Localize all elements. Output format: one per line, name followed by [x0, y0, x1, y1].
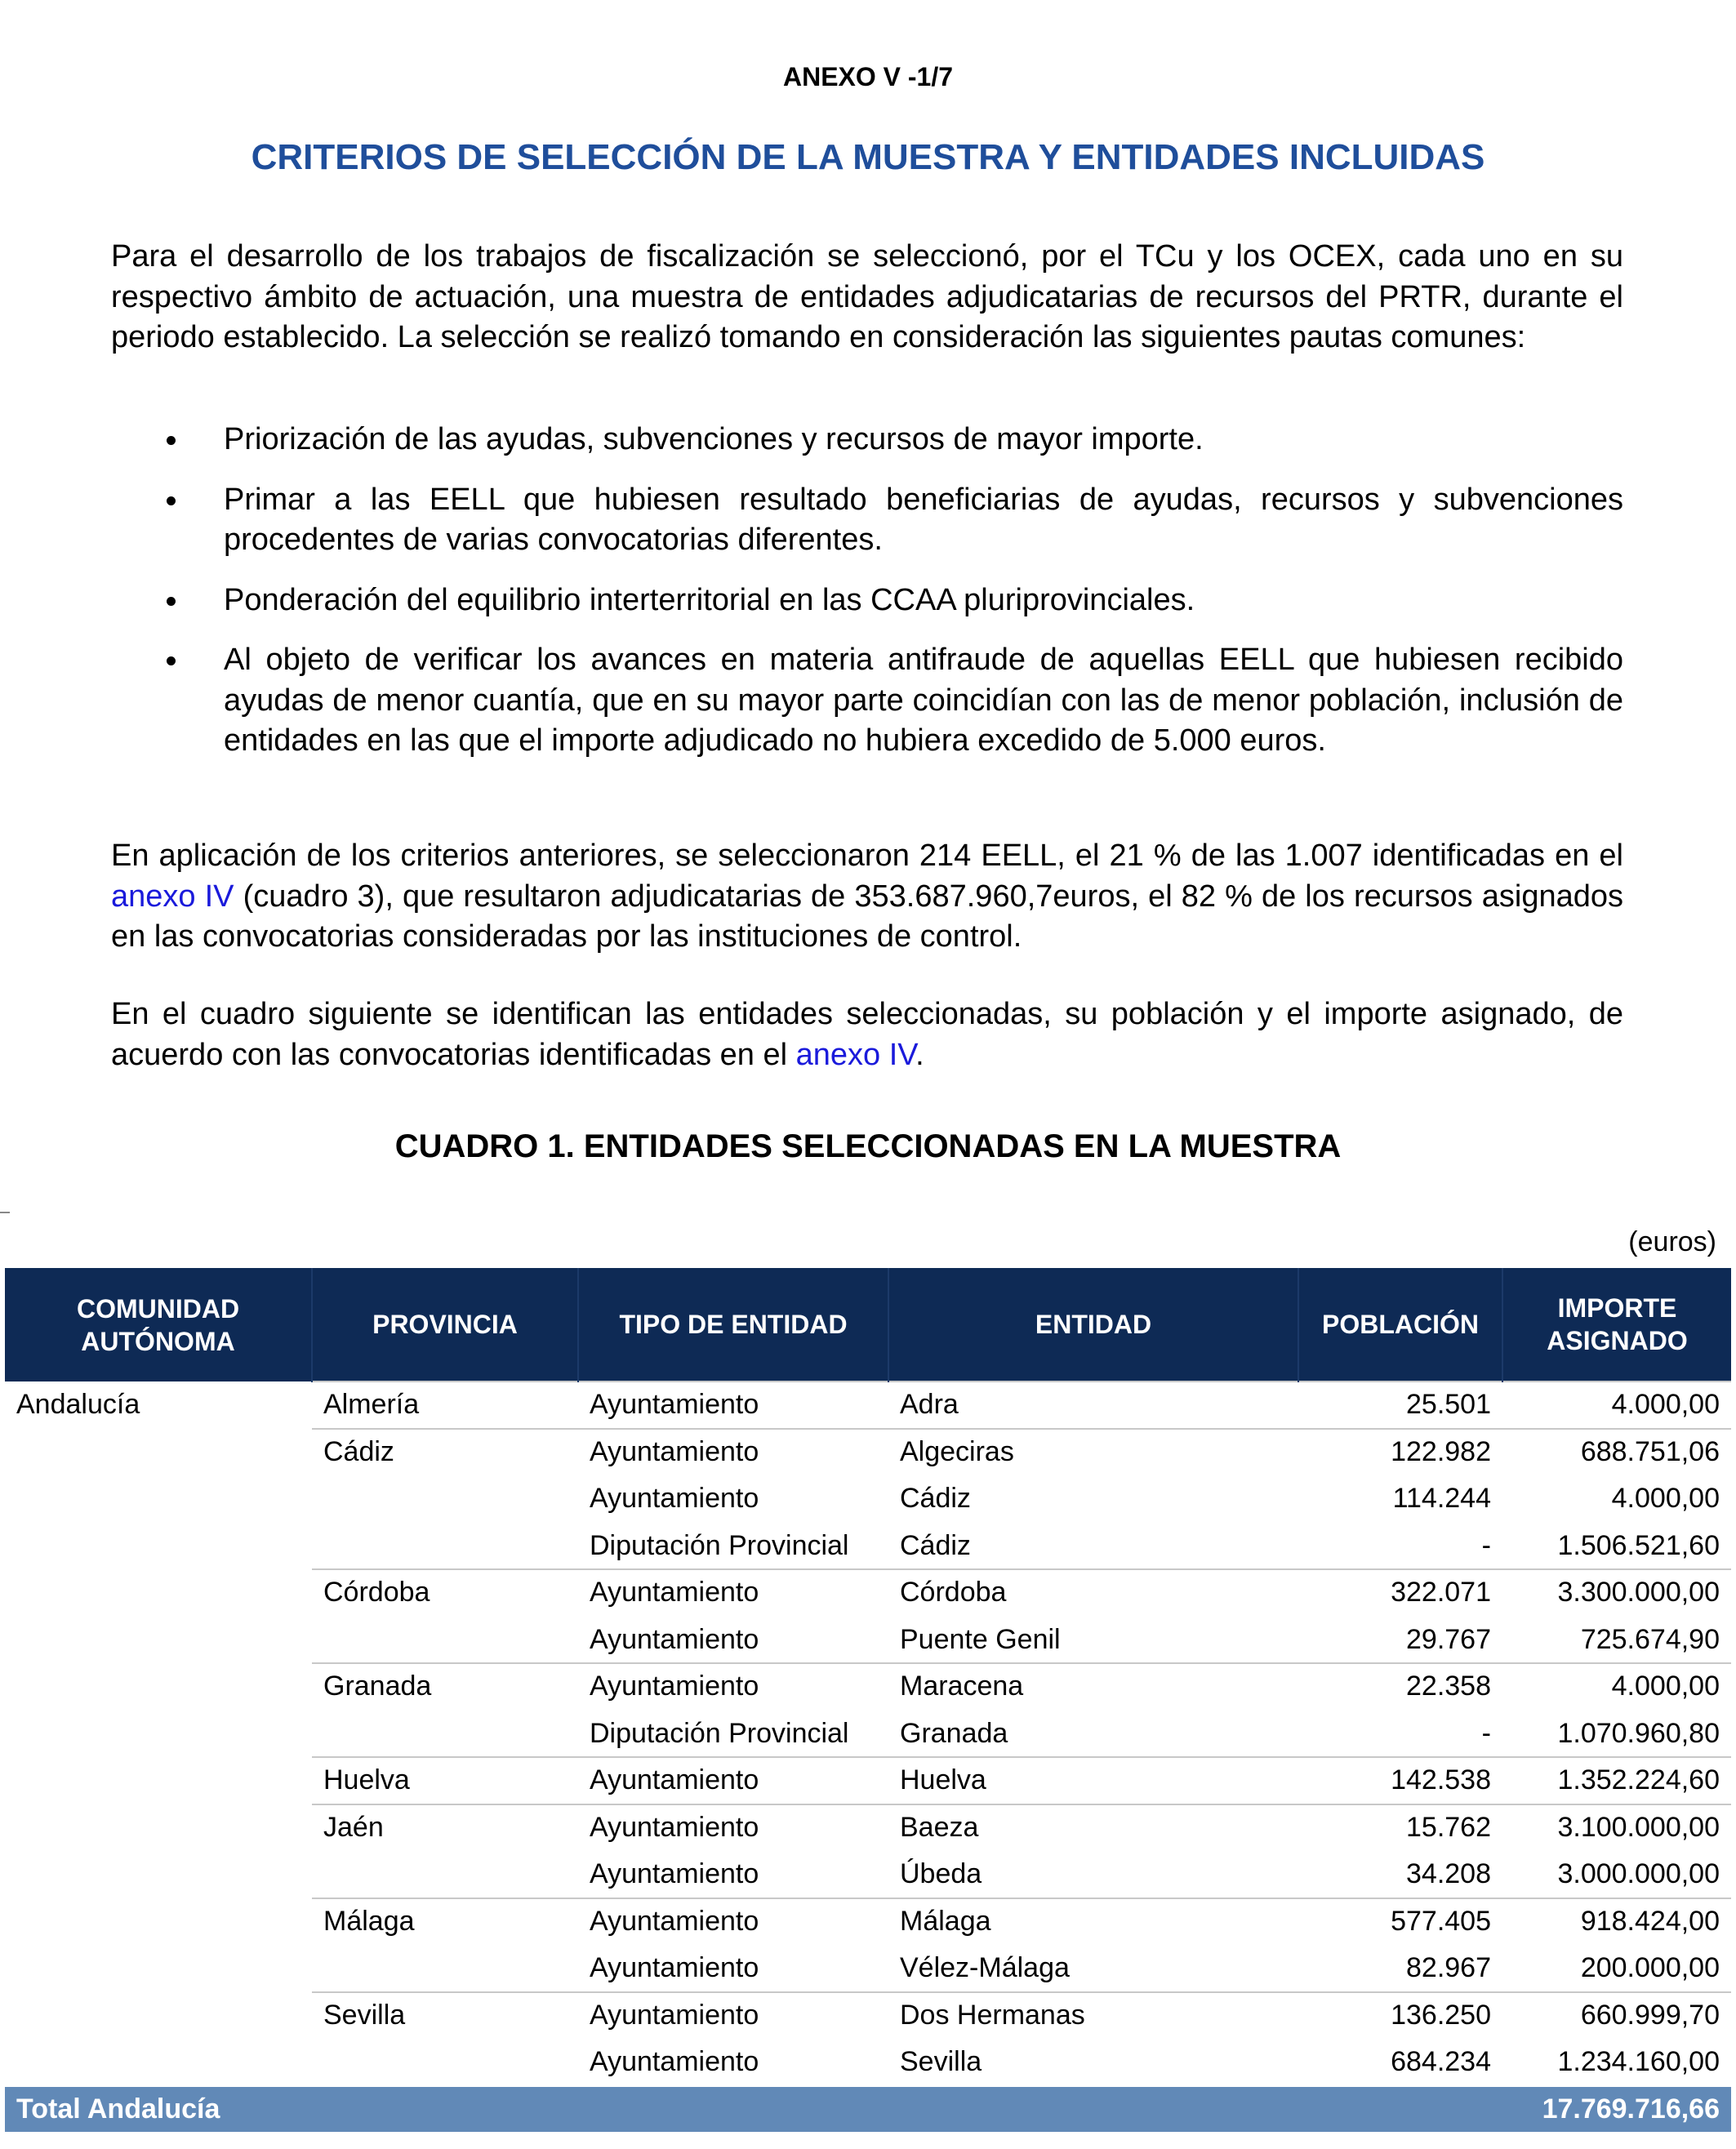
cell-tipo: Ayuntamiento	[590, 2046, 759, 2078]
header-comunidad-line2: AUTÓNOMA	[81, 1326, 235, 1356]
header-comunidad	[5, 1268, 312, 1382]
header-comunidad-line1: COMUNIDAD	[76, 1293, 240, 1324]
header-tipo: TIPO DE ENTIDAD	[578, 1268, 888, 1382]
cell-tipo: Ayuntamiento	[590, 1623, 759, 1655]
cell-comunidad	[5, 1569, 312, 1617]
table-total-row	[5, 2086, 1731, 2133]
cell-poblacion: 114.244	[1392, 1483, 1491, 1515]
table-intro-paragraph	[111, 994, 1623, 1075]
cell-provincia	[312, 1475, 578, 1523]
table-row	[5, 1804, 1731, 1852]
cell-importe: 1.234.160,00	[1557, 2046, 1720, 2078]
cell-poblacion: 122.982	[1298, 1429, 1502, 1476]
bullet-icon	[167, 496, 176, 505]
cell-comunidad	[5, 1711, 312, 1758]
cell-provincia: Córdoba	[312, 1569, 578, 1617]
cell-poblacion: 25.501	[1298, 1382, 1502, 1429]
header-provincia: PROVINCIA	[312, 1268, 578, 1382]
table-row	[5, 1569, 1731, 1617]
selection-paragraph	[111, 836, 1623, 958]
table-row	[5, 1617, 1731, 1664]
table-body	[5, 1382, 1731, 2132]
cell-poblacion: -	[1481, 1529, 1491, 1561]
cell-entidad: Málaga	[888, 1898, 1298, 1946]
cell-importe: 725.674,90	[1580, 1623, 1720, 1655]
cell-entidad: Huelva	[888, 1757, 1298, 1804]
cell-importe: 1.352.224,60	[1502, 1757, 1731, 1804]
cell-provincia	[312, 2039, 578, 2086]
cell-comunidad	[5, 1429, 312, 1476]
cell-entidad: Cádiz	[900, 1529, 971, 1561]
cell-poblacion: 15.762	[1298, 1804, 1502, 1852]
cell-provincia	[312, 1945, 578, 1992]
cell-provincia: Sevilla	[312, 1992, 578, 2040]
cell-entidad: Granada	[900, 1717, 1008, 1749]
cell-poblacion: -	[1481, 1717, 1491, 1749]
cell-tipo: Ayuntamiento	[578, 1992, 888, 2040]
cell-provincia	[312, 1851, 578, 1898]
cell-comunidad	[5, 1804, 312, 1852]
cell-poblacion: 82.967	[1406, 1952, 1491, 1984]
cell-comunidad	[5, 1523, 312, 1570]
cell-importe: 1.506.521,60	[1557, 1529, 1720, 1561]
cell-entidad: Vélez-Málaga	[900, 1952, 1070, 1984]
cell-importe: 660.999,70	[1502, 1992, 1731, 2040]
cell-poblacion: 22.358	[1298, 1663, 1502, 1711]
selection-text-start: En aplicación de los criterios anteriores, se seleccionaron 214 EELL, el 21 % de las 1.007 identificadas en el	[111, 839, 1623, 873]
cell-poblacion: 136.250	[1298, 1992, 1502, 2040]
table-row	[5, 1945, 1731, 1992]
table-title: CUADRO 1. ENTIDADES SELECCIONADAS EN LA MUESTRA	[394, 1128, 1342, 1164]
header-importe-line1: IMPORTE	[1557, 1293, 1677, 1323]
cell-tipo: Ayuntamiento	[578, 1663, 888, 1711]
table-row	[5, 1429, 1731, 1476]
cell-tipo: Ayuntamiento	[578, 1757, 888, 1804]
cell-importe: 4.000,00	[1611, 1483, 1720, 1515]
cell-provincia: Cádiz	[312, 1429, 578, 1476]
cell-tipo: Ayuntamiento	[578, 1569, 888, 1617]
total-importe: 17.769.716,66	[1502, 2086, 1731, 2133]
cell-provincia	[312, 1711, 578, 1758]
cell-entidad: Córdoba	[888, 1569, 1298, 1617]
cell-comunidad	[5, 1617, 312, 1664]
table-row	[5, 1757, 1731, 1804]
header-poblacion: POBLACIÓN	[1298, 1268, 1502, 1382]
cell-tipo: Ayuntamiento	[590, 1483, 759, 1515]
table-row	[5, 1663, 1731, 1711]
cell-tipo: Ayuntamiento	[578, 1804, 888, 1852]
cell-importe: 918.424,00	[1502, 1898, 1731, 1946]
criteria-item	[111, 581, 1623, 621]
cell-provincia: Jaén	[312, 1804, 578, 1852]
criteria-item	[111, 480, 1623, 561]
cell-poblacion: 142.538	[1298, 1757, 1502, 1804]
criteria-text: Primar a las EELL que hubiesen resultado beneficiarias de ayudas, recursos y subvenciones procedentes de varias convocatorias diferentes.	[224, 482, 1623, 557]
cell-entidad: Cádiz	[900, 1483, 971, 1515]
cell-provincia: Granada	[312, 1663, 578, 1711]
cell-provincia: Málaga	[312, 1898, 578, 1946]
cell-provincia: Almería	[312, 1382, 578, 1429]
table-intro-text-end: .	[915, 1037, 924, 1072]
cell-entidad: Dos Hermanas	[888, 1992, 1298, 2040]
entities-table	[5, 1268, 1731, 2132]
cell-entidad: Sevilla	[900, 2046, 982, 2078]
cell-importe: 4.000,00	[1502, 1663, 1731, 1711]
table-row	[5, 1898, 1731, 1946]
table-units: (euros)	[1628, 1226, 1716, 1257]
cell-poblacion: 29.767	[1406, 1623, 1491, 1655]
cell-importe: 3.300.000,00	[1502, 1569, 1731, 1617]
criteria-text: Al objeto de verificar los avances en materia antifraude de aquellas EELL que hubiesen recibido ayudas de menor cuantía, que en su mayor parte coincidían con las de menor población, inclusión de entidades en las que el importe adjudicado no hubiera excedido de 5.000 euros.	[224, 643, 1623, 758]
cell-comunidad	[5, 1992, 312, 2040]
bullet-icon	[167, 597, 176, 606]
criteria-item	[111, 420, 1623, 461]
cell-provincia	[312, 1617, 578, 1664]
table-row	[5, 1523, 1731, 1570]
selection-text-end: (cuadro 3), que resultaron adjudicatarias de 353.687.960,7euros, el 82 % de los recursos asignados en las convocatorias consideradas por las instituciones de control.	[111, 879, 1623, 954]
total-label: Total Andalucía	[5, 2086, 1502, 2133]
cell-comunidad	[5, 1475, 312, 1523]
margin-mark	[0, 1212, 10, 1213]
header-importe	[1502, 1268, 1731, 1382]
cell-comunidad	[5, 1945, 312, 1992]
cell-provincia	[312, 1523, 578, 1570]
table-row	[5, 1711, 1731, 1758]
table-row	[5, 1475, 1731, 1523]
cell-entidad: Baeza	[888, 1804, 1298, 1852]
criteria-text: Ponderación del equilibrio interterritorial en las CCAA pluriprovinciales.	[224, 582, 1195, 617]
cell-entidad: Úbeda	[900, 1858, 982, 1890]
bullet-icon	[167, 656, 176, 665]
annex-iv-link[interactable]: anexo IV	[111, 879, 234, 914]
cell-comunidad	[5, 1757, 312, 1804]
cell-tipo: Diputación Provincial	[590, 1717, 849, 1749]
cell-entidad: Puente Genil	[900, 1623, 1061, 1655]
table-row	[5, 2039, 1731, 2086]
header-importe-line2: ASIGNADO	[1547, 1326, 1688, 1355]
cell-comunidad: Andalucía	[16, 1389, 140, 1421]
table-row	[5, 1992, 1731, 2040]
annex-iv-link[interactable]: anexo IV	[795, 1037, 916, 1072]
table-header-row	[5, 1268, 1731, 1382]
cell-tipo: Diputación Provincial	[590, 1529, 849, 1561]
table-intro-text-start: En el cuadro siguiente se identifican las entidades seleccionadas, su población y el importe asignado, de acuerdo con las convocatorias identificadas en el	[111, 997, 1623, 1072]
page-title: CRITERIOS DE SELECCIÓN DE LA MUESTRA Y ENTIDADES INCLUIDAS	[251, 137, 1485, 177]
header-entidad: ENTIDAD	[888, 1268, 1298, 1382]
criteria-item	[111, 640, 1623, 762]
cell-comunidad	[5, 1851, 312, 1898]
cell-provincia: Huelva	[312, 1757, 578, 1804]
cell-importe: 200.000,00	[1580, 1952, 1720, 1984]
cell-entidad: Adra	[888, 1382, 1298, 1429]
cell-tipo: Ayuntamiento	[578, 1382, 888, 1429]
cell-tipo: Ayuntamiento	[590, 1952, 759, 1984]
cell-tipo: Ayuntamiento	[590, 1858, 759, 1890]
cell-importe: 4.000,00	[1502, 1382, 1731, 1429]
cell-comunidad	[5, 1898, 312, 1946]
annex-label: ANEXO V -1/7	[782, 62, 954, 91]
table-row	[5, 1382, 1731, 1429]
cell-importe: 3.100.000,00	[1502, 1804, 1731, 1852]
cell-entidad: Algeciras	[888, 1429, 1298, 1476]
intro-paragraph: Para el desarrollo de los trabajos de fiscalización se seleccionó, por el TCu y los OCEX, cada uno en su respectivo ámbito de actuación, una muestra de entidades adjudicatarias de recursos del PRTR, durante el periodo establecido. La selección se realizó tomando en consideración las siguientes pautas comunes:	[111, 239, 1623, 354]
cell-poblacion: 34.208	[1406, 1858, 1491, 1890]
cell-importe: 3.000.000,00	[1557, 1858, 1720, 1890]
table-row	[5, 1851, 1731, 1898]
cell-tipo: Ayuntamiento	[578, 1898, 888, 1946]
cell-importe: 688.751,06	[1502, 1429, 1731, 1476]
cell-importe: 1.070.960,80	[1557, 1717, 1720, 1749]
criteria-text: Priorización de las ayudas, subvenciones y recursos de mayor importe.	[224, 422, 1204, 456]
cell-comunidad	[5, 1663, 312, 1711]
cell-poblacion: 322.071	[1298, 1569, 1502, 1617]
cell-comunidad	[5, 2039, 312, 2086]
cell-poblacion: 684.234	[1391, 2046, 1491, 2078]
cell-tipo: Ayuntamiento	[578, 1429, 888, 1476]
cell-entidad: Maracena	[888, 1663, 1298, 1711]
criteria-list	[111, 420, 1623, 781]
bullet-icon	[167, 436, 176, 445]
cell-poblacion: 577.405	[1298, 1898, 1502, 1946]
